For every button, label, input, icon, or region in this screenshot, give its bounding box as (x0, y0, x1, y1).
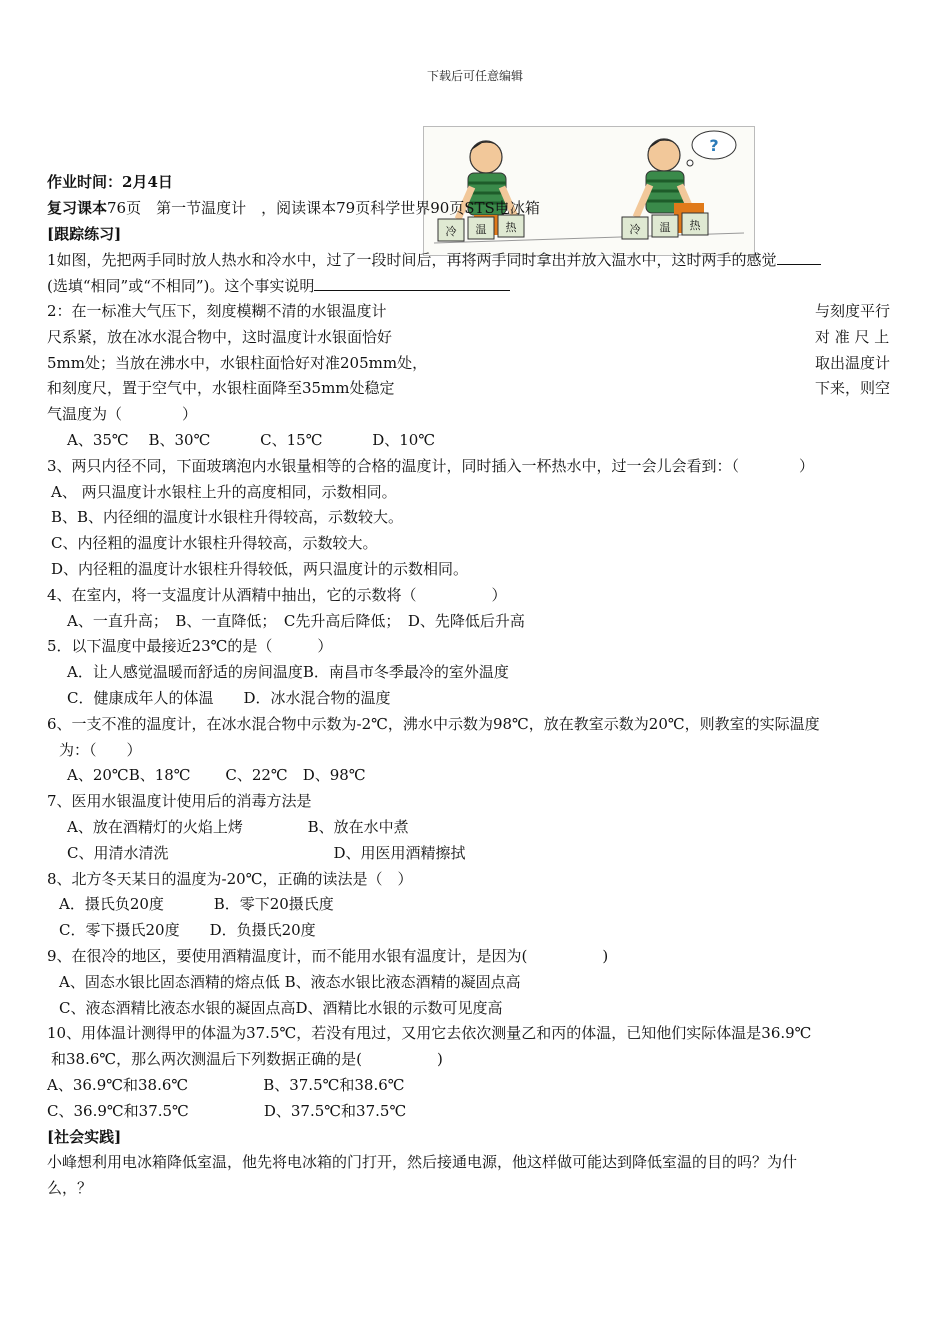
worksheet (47, 170, 907, 1202)
q7-stem: 7、医用水银温度计使用后的消毒方法是 (47, 792, 312, 811)
q1-text: 1如图，先把两手同时放人热水和冷水中，过了一段时间后，再将两手同时拿出并放入温水中，这时两手的感觉 (47, 251, 777, 270)
q2-line: 5mm处；当放在沸水中，水银柱面恰好对准205mm处， (47, 353, 428, 372)
q6-options: A、20℃B、18℃ C、22℃ D、98℃ (67, 766, 366, 785)
section-tracking-practice: [跟踪练习] (47, 224, 122, 243)
q3-option-a: A、 两只温度计水银柱上升的高度相同，示数相同。 (51, 482, 397, 501)
q1-blank-1[interactable] (777, 247, 821, 265)
practice-line-2: 么，？ (47, 1179, 93, 1198)
section-social-practice: [社会实践] (47, 1127, 122, 1146)
practice-line-1: 小峰想利用电冰箱降低室温，他先将电冰箱的门打开，然后接通电源，他这样做可能达到降低室温的目的吗？为什 (47, 1153, 798, 1172)
cup-label-warm: 温 (475, 223, 487, 236)
q7-options-2: C、用清水清洗 D、用医用酒精擦拭 (67, 843, 466, 862)
q1-line1 (47, 247, 907, 273)
q10-options-2: C、36.9℃和37.5℃ D、37.5℃和37.5℃ (47, 1101, 407, 1120)
q9-options-2: C、液态酒精比液态水银的凝固点高D、酒精比水银的示数可见度高 (59, 998, 503, 1017)
thought-bubble (687, 131, 736, 166)
q10-stem: 10、用体温计测得甲的体温为37.5℃，若没有甩过，又用它去依次测量乙和丙的体温，已知他们实际体温是36.9℃ (47, 1024, 812, 1043)
cup-label-warm-2: 温 (659, 221, 671, 234)
q1-text-2: (选填“相同”或“不相同”)。这个事实说明 (47, 277, 315, 296)
q2-options: A、35℃ B、30℃ C、15℃ D、10℃ (67, 430, 436, 449)
q2-right-text (815, 299, 907, 402)
q10-stem-2: 和38.6℃，那么两次测温后下列数据正确的是( ) (51, 1050, 443, 1069)
cup-label-hot: 热 (505, 221, 517, 234)
q3-stem: 3、两只内径不同，下面玻璃泡内水银量相等的合格的温度计，同时插入一杯热水中，过一会儿会看到：（ ） (47, 456, 815, 475)
review-line (47, 196, 907, 222)
q3-option-d: D、内径粗的温度计水银柱升得较低，两只温度计的示数相同。 (51, 559, 469, 578)
q8-stem: 8、北方冬天某日的温度为-20℃，正确的读法是（ ） (47, 869, 413, 888)
q2-left-text (47, 299, 461, 428)
q10-options-1: A、36.9℃和38.6℃ B、37.5℃和38.6℃ (47, 1075, 405, 1094)
date-line: 作业时间：2月4日 (47, 173, 173, 191)
q2-right-line: 取出温度计 (815, 353, 891, 372)
q6-stem-2: 为：（ ） (59, 740, 142, 759)
cup-label-cold-2: 冷 (629, 223, 641, 236)
cup-label-cold: 冷 (445, 225, 457, 238)
q2-line: 尺系紧，放在冰水混合物中，这时温度计水银面恰好 (47, 327, 393, 346)
q9-stem: 9、在很冷的地区，要使用酒精温度计，而不能用水银有温度计，是因为( ) (47, 946, 609, 965)
q4-options: A、一直升高； B、一直降低； C先升高后降低； D、先降低后升高 (67, 611, 525, 630)
q2-right-line: 下来，则空 (815, 379, 891, 398)
review-label: 复习课本 (47, 198, 108, 217)
q3-option-b: B、B、内径细的温度计水银柱升得较高，示数较大。 (51, 508, 404, 527)
q3-option-c: C、内径粗的温度计水银柱升得较高，示数较大。 (51, 534, 378, 553)
q5-stem: 5．以下温度中最接近23℃的是（ ） (47, 637, 333, 656)
q5-options-1: A．让人感觉温暖而舒适的房间温度B．南昌市冬季最冷的室外温度 (67, 663, 509, 682)
q1-line2 (47, 273, 907, 299)
q9-options-1: A、固态水银比固态酒精的熔点低 B、液态水银比液态酒精的凝固点高 (59, 972, 521, 991)
review-text: 76页 第一节温度计 ，阅读课本79页科学世界90页STS电冰箱 (107, 198, 540, 217)
q8-options-2: C．零下摄氏20度 D．负摄氏20度 (59, 921, 316, 940)
q6-stem: 6、一支不准的温度计，在冰水混合物中示数为-2℃，沸水中示数为98℃，放在教室示数为20℃，则教室的实际温度 (47, 714, 820, 733)
question-mark: ? (709, 136, 719, 155)
q2-line: 和刻度尺，置于空气中，水银柱面降至35mm处稳定 (47, 379, 395, 398)
q2-right-line: 与刻度平行 (815, 301, 891, 320)
q5-options-2: C．健康成年人的体温 D．冰水混合物的温度 (67, 688, 391, 707)
question-2 (47, 299, 907, 428)
cup-label-hot-2: 热 (689, 219, 701, 232)
q4-stem: 4、在室内，将一支温度计从酒精中抽出，它的示数将（ ） (47, 585, 507, 604)
q2-right-line: 对 准 尺 上 (815, 327, 890, 346)
q2-line: 气温度为（ ） (47, 405, 198, 424)
q7-options-1: A、放在酒精灯的火焰上烤 B、放在水中煮 (67, 817, 409, 836)
q1-blank-2[interactable] (314, 273, 510, 291)
q2-line: 2：在一标准大气压下，刻度模糊不清的水银温度计 (47, 301, 387, 320)
q8-options-1: A．摄氏负20度 B．零下20摄氏度 (59, 895, 334, 914)
page-header: 下载后可任意编辑 (426, 69, 523, 83)
